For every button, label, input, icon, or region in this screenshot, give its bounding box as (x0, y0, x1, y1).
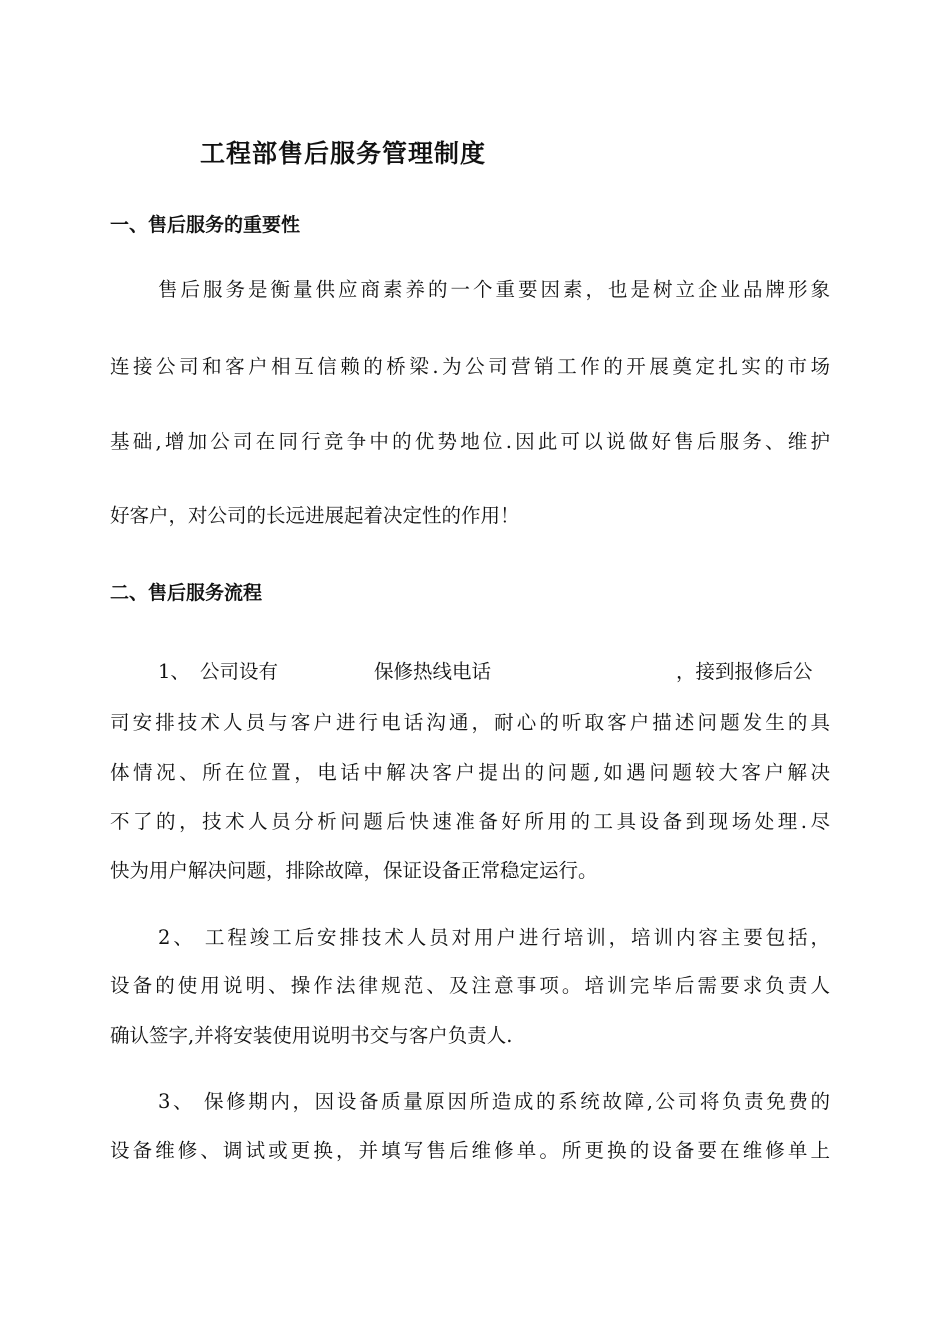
section-heading-importance: 一、售后服务的重要性 (110, 214, 301, 236)
paragraph-line: 设备维修、调试或更换，并填写售后维修单。所更换的设备要在维修单上 (110, 1139, 830, 1162)
hotline-label: 保修热线电话 (374, 660, 492, 683)
item-text-part: 公司设有 (200, 660, 279, 683)
paragraph-line: 连接公司和客户相互信赖的桥梁.为公司营销工作的开展奠定扎实的市场 (110, 355, 830, 378)
paragraph-line: 设备的使用说明、操作法律规范、及注意事项。培训完毕后需要求负责人 (110, 974, 830, 997)
paragraph-line: 司安排技术人员与客户进行电话沟通，耐心的听取客户描述问题发生的具 (110, 711, 830, 734)
item-text-part: ，接到报修后公 (676, 660, 813, 683)
item-number: 1、 (158, 660, 190, 683)
paragraph-line: 好客户，对公司的长远进展起着决定性的作用！ (110, 504, 520, 527)
paragraph-line: 基础,增加公司在同行竞争中的优势地位.因此可以说做好售后服务、维护 (110, 430, 830, 453)
document-title: 工程部售后服务管理制度 (200, 139, 487, 168)
paragraph-line: 快为用户解决问题，排除故障，保证设备正常稳定运行。 (110, 859, 598, 882)
paragraph-line: 2、 工程竣工后安排技术人员对用户进行培训，培训内容主要包括， (158, 926, 830, 949)
section-heading-process: 二、售后服务流程 (110, 582, 263, 604)
paragraph-line: 不了的，技术人员分析问题后快速准备好所用的工具设备到现场处理.尽 (110, 810, 830, 833)
paragraph-line: 体情况、所在位置，电话中解决客户提出的问题,如遇问题较大客户解决 (110, 761, 830, 784)
paragraph-line: 售后服务是衡量供应商素养的一个重要因素，也是树立企业品牌形象 (158, 278, 830, 301)
paragraph-line: 3、 保修期内，因设备质量原因所造成的系统故障,公司将负责免费的 (158, 1090, 830, 1113)
paragraph-line: 确认签字,并将安装使用说明书交与客户负责人. (110, 1024, 513, 1047)
